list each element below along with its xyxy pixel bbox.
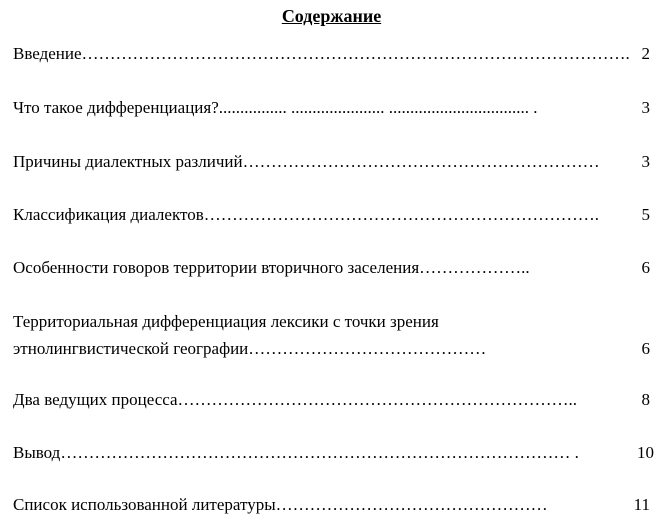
toc-entry-dots: ……………………………………………………………. [203, 205, 599, 224]
toc-entry-what-is-differentiation [13, 98, 650, 118]
toc-entry-text: Классификация диалектов [13, 205, 204, 224]
toc-entry-causes [13, 152, 650, 172]
toc-entry-territorial [13, 339, 650, 359]
toc-entry-introduction [13, 44, 650, 64]
toc-entry-page: 10 [637, 443, 654, 462]
toc-entry-conclusion [13, 443, 654, 463]
toc-entry-territorial-line1 [13, 312, 650, 332]
toc-entry-dots: ………………………………………… [275, 495, 548, 514]
toc-entry-text: Что такое дифференциация? [13, 98, 219, 117]
toc-entry-dots: ……………….. [419, 258, 530, 277]
toc-entry-page: 2 [641, 44, 650, 63]
toc-entry-text: Введение [13, 44, 82, 63]
toc-entry-dots: ……………………………………………………… [242, 152, 600, 171]
toc-entry-page: 3 [641, 98, 650, 117]
toc-entry-text: этнолингвистической географии [13, 339, 249, 358]
toc-entry-text: Территориальная дифференциация лексики с точки зрения [13, 312, 439, 331]
toc-entry-two-processes [13, 390, 650, 410]
toc-entry-text: Список использованной литературы [13, 495, 276, 514]
toc-entry-text: Два ведущих процесса [13, 390, 178, 409]
toc-entry-page: 8 [641, 390, 650, 409]
toc-entry-features [13, 258, 650, 278]
toc-entry-dots: …………………………………………………………….. [177, 390, 578, 409]
toc-entry-references [13, 495, 650, 515]
toc-entry-dots: ................ ...................... ................................. . [218, 98, 538, 117]
toc-title: Содержание [281, 6, 382, 26]
toc-entry-page: 3 [641, 152, 650, 171]
toc-entry-dots: ……………………………………………………………………………… . [60, 443, 579, 462]
toc-entry-page: 11 [633, 495, 650, 514]
toc-entry-dots: ……………………………………………………………………………………. [81, 44, 630, 63]
toc-entry-classification [13, 205, 650, 225]
toc-entry-text: Вывод [13, 443, 61, 462]
toc-entry-page: 6 [641, 258, 650, 277]
toc-entry-dots: …………………………………… [248, 339, 487, 358]
toc-entry-text: Особенности говоров территории вторичного заселения [13, 258, 420, 277]
toc-entry-page: 5 [641, 205, 650, 224]
toc-entry-text: Причины диалектных различий [13, 152, 243, 171]
toc-entry-page: 6 [641, 339, 650, 358]
